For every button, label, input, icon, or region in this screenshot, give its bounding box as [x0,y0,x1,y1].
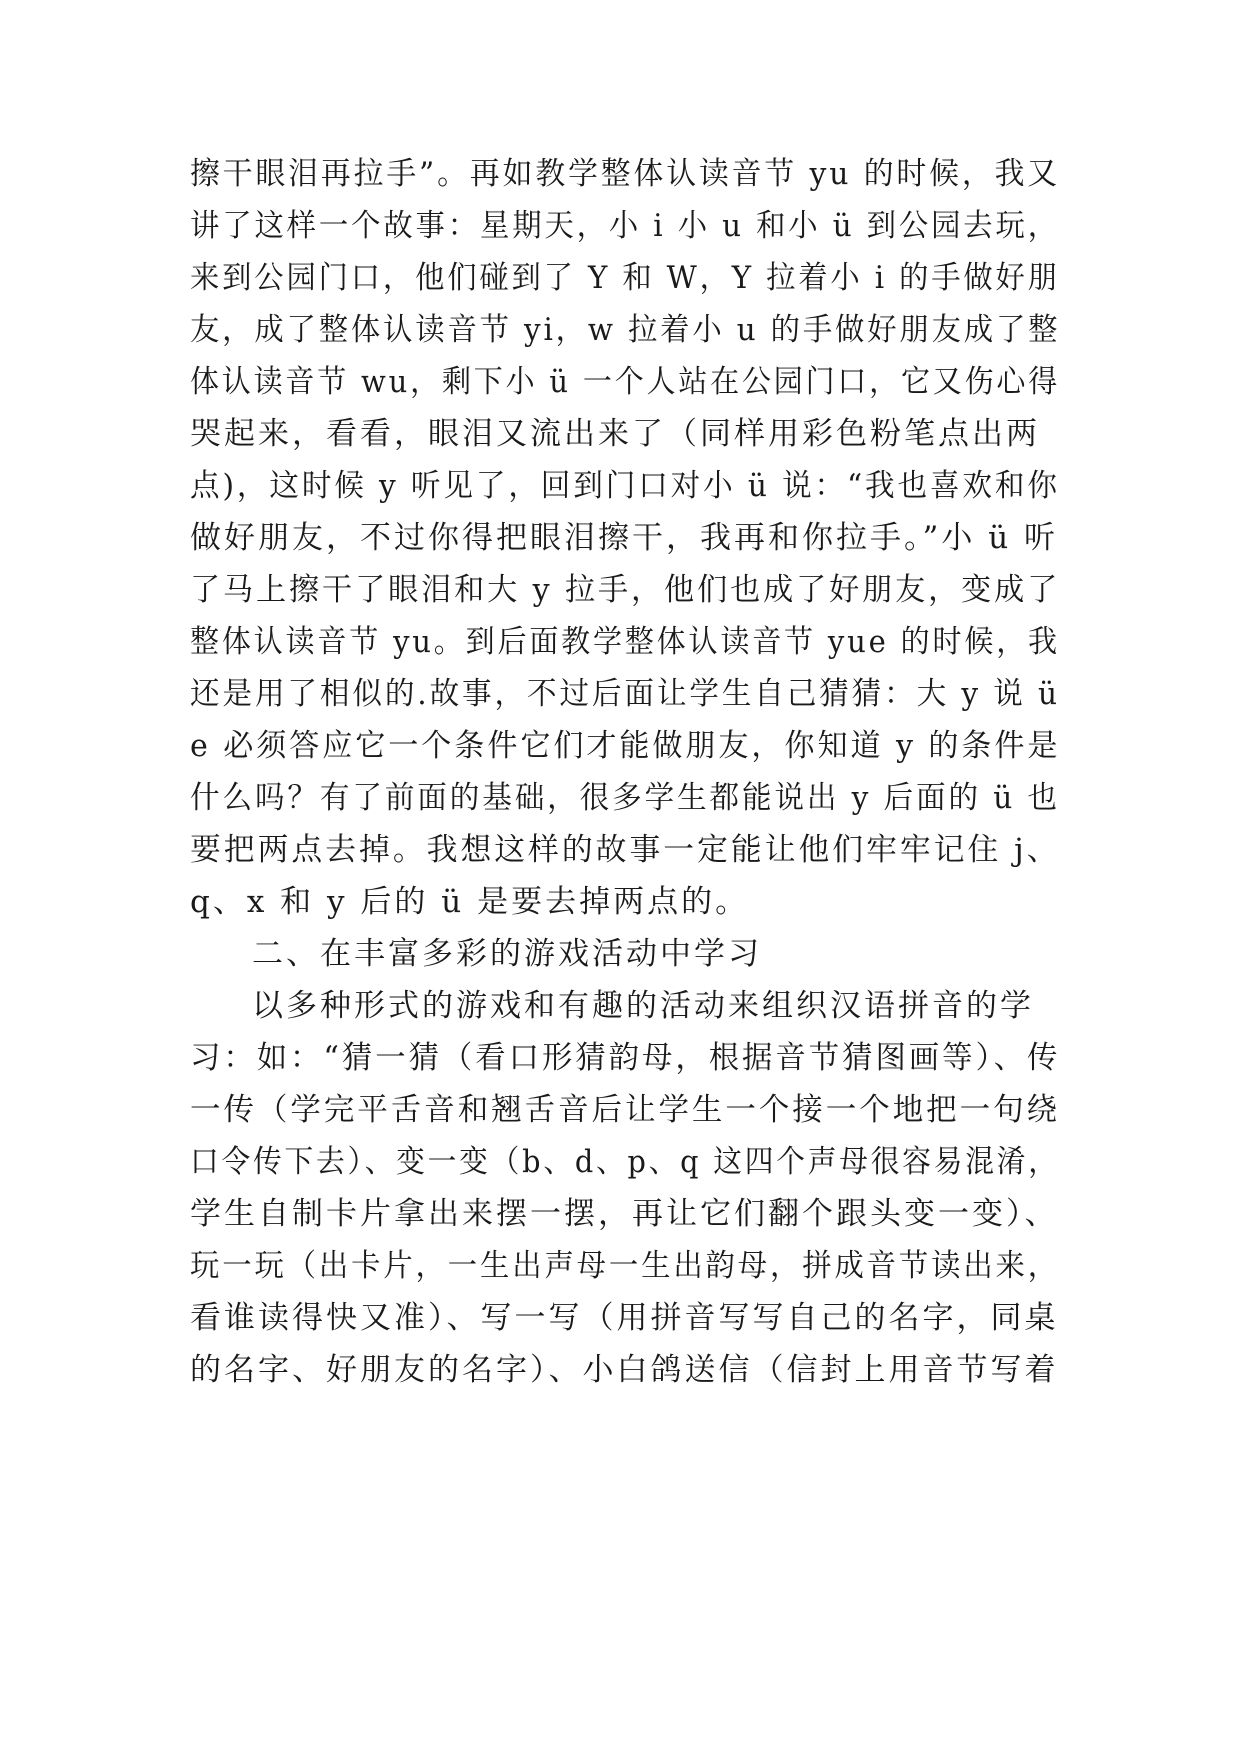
text-line: 体认读音节 wu，剩下小 ü 一个人站在公园门口，它又伤心得 [190,364,1061,400]
text-line: 做好朋友，不过你得把眼泪擦干，我再和你拉手。”小 ü 听 [190,520,1059,556]
text-line: 友，成了整体认读音节 yi，w 拉着小 u 的手做好朋友成了整 [190,312,1061,348]
text-line: 整体认读音节 yu。到后面教学整体认读音节 yue 的时候，我 [190,624,1060,660]
text-line: 点)，这时候 y 听见了，回到门口对小 ü 说：“我也喜欢和你 [190,468,1060,504]
section-heading: 二、在丰富多彩的游戏活动中学习 [252,936,762,972]
text-line: 还是用了相似的.故事，不过后面让学生自己猜猜：大 y 说 ü [190,676,1060,712]
text-line: q、x 和 y 后的 ü 是要去掉两点的。 [190,884,750,920]
text-line: 以多种形式的游戏和有趣的活动来组织汉语拼音的学 [252,988,1034,1024]
text-line: 一传（学完平舌音和翘舌音后让学生一个接一个地把一句绕 [190,1092,1060,1128]
text-line: 擦干眼泪再拉手”。再如教学整体认读音节 yu 的时候，我又 [190,156,1061,192]
text-line: 学生自制卡片拿出来摆一摆，再让它们翻个跟头变一变）、 [190,1196,1059,1232]
text-line: 什么吗？有了前面的基础，很多学生都能说出 y 后面的 ü 也 [190,780,1060,816]
text-line: e 必须答应它一个条件它们才能做朋友，你知道 y 的条件是 [190,728,1061,764]
text-line: 看谁读得快又准）、写一写（用拼音写写自己的名字，同桌 [190,1300,1059,1336]
text-line: 玩一玩（出卡片，一生出声母一生出韵母，拼成音节读出来， [190,1248,1060,1284]
text-line: 要把两点去掉。我想这样的故事一定能让他们牢牢记住 j、 [190,832,1061,868]
text-line: 了马上擦干了眼泪和大 y 拉手，他们也成了好朋友，变成了 [190,572,1061,608]
text-line: 哭起来，看看，眼泪又流出来了（同样用彩色粉笔点出两 [190,416,1040,452]
text-line: 来到公园门口，他们碰到了 Y 和 W，Y 拉着小 i 的手做好朋 [190,260,1060,296]
text-line: 习：如：“猜一猜（看口形猜韵母，根据音节猜图画等）、传 [190,1040,1061,1076]
text-line: 口令传下去）、变一变（b、d、p、q 这四个声母很容易混淆， [190,1144,1060,1180]
text-line: 的名字、好朋友的名字）、小白鸽送信（信封上用音节写着 [190,1352,1059,1388]
text-line: 讲了这样一个故事：星期天，小 i 小 u 和小 ü 到公园去玩， [190,208,1060,244]
